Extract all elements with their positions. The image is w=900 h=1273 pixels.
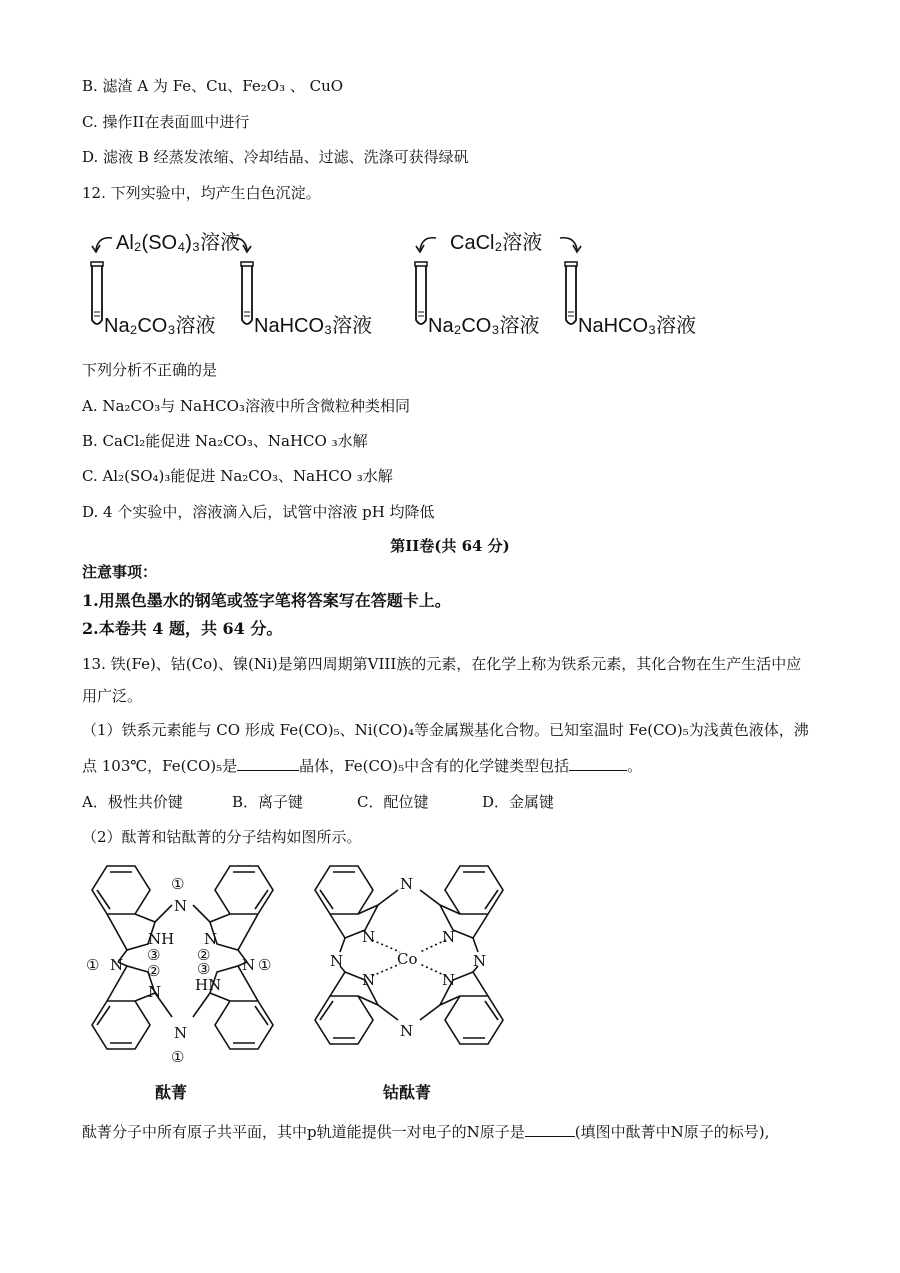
q13-final-line <box>82 1122 769 1142</box>
q13-part2: （2）酞菁和钴酞菁的分子结构如图所示。 <box>82 828 362 846</box>
notice-item-2: 2.本卷共 4 题，共 64 分。 <box>82 619 283 638</box>
q13-part1-text-c: 。 <box>627 757 643 775</box>
q12-option-c: C. Al₂(SO₄)₃能促进 Na₂CO₃、NaHCO ₃水解 <box>82 467 393 485</box>
tube-label-1: Na₂CO₃溶液 <box>104 315 216 337</box>
caption-cobalt-phthalocyanine: 钴酞菁 <box>383 1083 432 1102</box>
tube-label-4: NaHCO₃溶液 <box>578 315 697 337</box>
choice-d: D．金属键 <box>482 793 555 811</box>
reagent-al2so43: Al₂(SO₄)₃溶液 <box>116 232 241 254</box>
mol1-hn: HN <box>195 976 222 994</box>
reagent-cacl2: CaCl₂溶液 <box>450 232 543 254</box>
mol2-n-inner-1: N <box>362 928 376 946</box>
section-title: 第II卷(共 64 分) <box>390 537 510 555</box>
q13-part1-line1: （1）铁系元素能与 CO 形成 Fe(CO)₅、Ni(CO)₄等金属羰基化合物。已知室温时 Fe(CO)₅为浅黄色液体，沸 <box>82 721 809 739</box>
q13-part1-text-b: 晶体，Fe(CO)₅中含有的化学键类型包括 <box>299 757 570 775</box>
tube-label-3: Na₂CO₃溶液 <box>428 315 540 337</box>
label-circle-1-right: ① <box>258 956 272 974</box>
label-circle-2-left: ② <box>147 962 161 980</box>
q12-option-a: A. Na₂CO₃与 NaHCO₃溶液中所含微粒种类相同 <box>82 397 410 415</box>
label-circle-1-bottom: ① <box>171 1048 185 1066</box>
choice-c: C．配位键 <box>357 793 429 811</box>
mol2-n-right: N <box>473 952 487 970</box>
q13-final-text-b: (填图中酞菁中N原子的标号), <box>574 1123 770 1141</box>
q11-option-d: D. 滤液 B 经蒸发浓缩、冷却结晶、过滤、洗涤可获得绿矾 <box>82 148 469 166</box>
mol1-n-bottom: N <box>174 1024 188 1042</box>
mol2-n-top: N <box>400 875 414 893</box>
answer-blank-n-atoms[interactable] <box>525 1122 575 1137</box>
label-circle-3-right: ③ <box>197 960 211 978</box>
mol2-n-inner-2: N <box>442 928 456 946</box>
q13-stem-line2: 用广泛。 <box>82 687 143 705</box>
mol1-nh: NH <box>148 930 175 948</box>
caption-phthalocyanine: 酞菁 <box>155 1083 188 1102</box>
q13-part1-text-a: 点 103℃，Fe(CO)₅是 <box>82 757 238 775</box>
label-circle-2-right: ② <box>197 946 211 964</box>
q11-option-c: C. 操作II在表面皿中进行 <box>82 113 250 131</box>
label-circle-1-left: ① <box>86 956 100 974</box>
q11-option-b: B. 滤渣 A 为 Fe、Cu、Fe₂O₃ 、 CuO <box>82 77 344 95</box>
mol2-co: Co <box>397 950 418 968</box>
tube-label-2: NaHCO₃溶液 <box>254 315 373 337</box>
mol2-n-inner-3: N <box>362 971 376 989</box>
mol1-n-inner-bottom: N <box>148 983 162 1001</box>
q12-option-d: D. 4 个实验中，溶液滴入后，试管中溶液 pH 均降低 <box>82 503 435 521</box>
notice-item-1: 1.用黑色墨水的钢笔或签字笔将答案写在答题卡上。 <box>82 591 451 610</box>
q12-stem: 12. 下列实验中，均产生白色沉淀。 <box>82 184 321 202</box>
label-circle-1-top: ① <box>171 875 185 893</box>
q12-option-b: B. CaCl₂能促进 Na₂CO₃、NaHCO ₃水解 <box>82 432 368 450</box>
choice-a: A．极性共价键 <box>82 793 183 811</box>
q13-stem-line1: 13. 铁(Fe)、钴(Co)、镍(Ni)是第四周期第VIII族的元素，在化学上称为铁系元素，其化合物在生产生活中应 <box>82 655 802 673</box>
q12-question: 下列分析不正确的是 <box>82 361 218 379</box>
mol1-n-top: N <box>174 897 188 915</box>
mol1-n-right: N <box>242 956 256 974</box>
notice-heading: 注意事项： <box>82 563 158 581</box>
mol2-n-inner-4: N <box>442 971 456 989</box>
mol2-n-left: N <box>330 952 344 970</box>
choice-b: B．离子键 <box>232 793 304 811</box>
label-circle-3-left: ③ <box>147 946 161 964</box>
q13-final-text-a: 酞菁分子中所有原子共平面，其中p轨道能提供一对电子的N原子是 <box>82 1123 525 1141</box>
mol1-n-inner-top: N <box>204 930 218 948</box>
mol1-n-left: N <box>110 956 124 974</box>
mol2-n-bottom: N <box>400 1022 414 1040</box>
